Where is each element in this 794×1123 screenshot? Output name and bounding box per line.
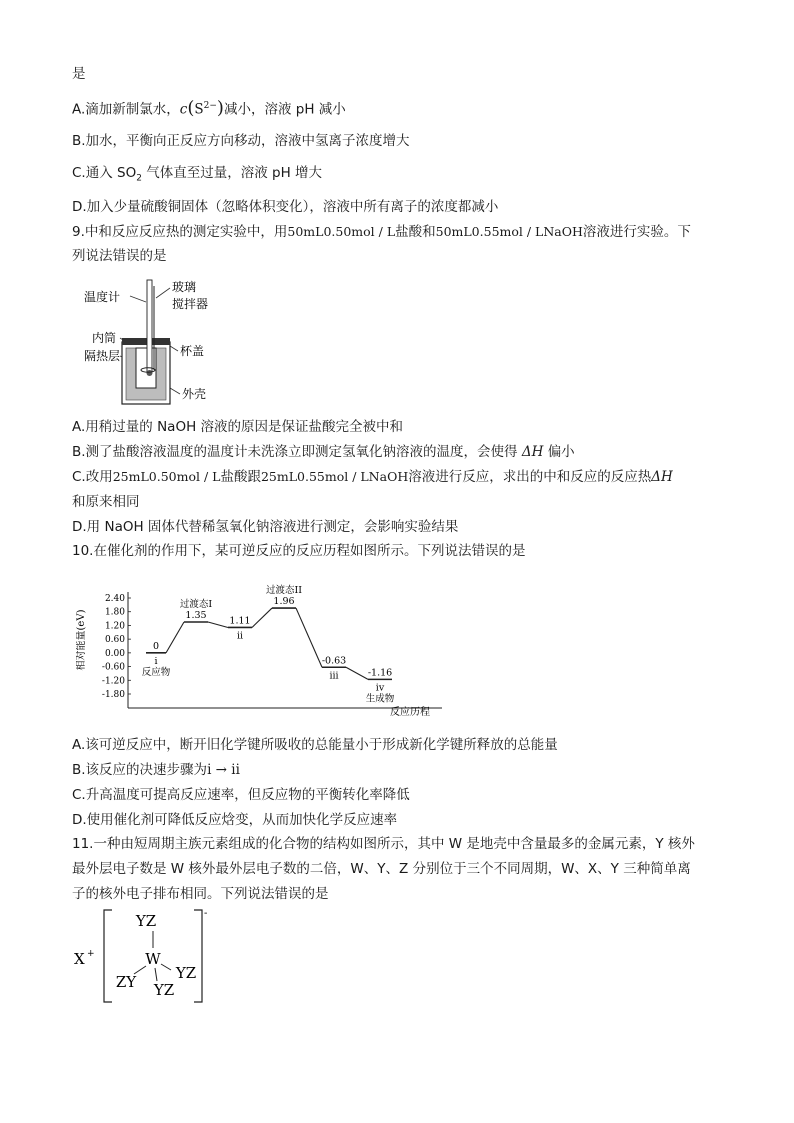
step-roman-label: iv bbox=[375, 682, 385, 694]
label-lid: 杯盖 bbox=[180, 344, 205, 358]
data-label: 1.35 bbox=[185, 610, 207, 621]
data-label: 1.96 bbox=[273, 596, 295, 608]
step-roman-label: ii bbox=[236, 630, 244, 642]
anion-charge: - bbox=[204, 908, 208, 919]
q10-option-b: B.该反应的决速步骤为i → ii bbox=[72, 762, 240, 778]
step-roman-label: iii bbox=[329, 670, 339, 682]
q11-stem-line3: 子的核外电子排布相同。下列说法错误的是 bbox=[72, 886, 329, 902]
q11-stem-line2: 最外层电子数是 W 核外最外层电子数的二倍，W、Y、Z 分别位于三个不同周期，W、X、Y 三种简单离 bbox=[72, 861, 691, 877]
y-tick-label: -0.60 bbox=[101, 662, 125, 673]
y-tick-label: 0.00 bbox=[104, 648, 125, 659]
x-axis-label: 反应历程 bbox=[390, 707, 430, 718]
group-left: ZY bbox=[115, 973, 137, 991]
cation-x: X bbox=[74, 950, 85, 968]
y-tick-label: 1.20 bbox=[104, 621, 125, 632]
paren-open: ( bbox=[187, 97, 195, 119]
step-caption: 生成物 bbox=[365, 693, 395, 705]
data-label: 1.11 bbox=[229, 615, 251, 627]
label-shell: 外壳 bbox=[182, 387, 207, 401]
label-insulation: 隔热层 bbox=[84, 349, 121, 363]
q9-option-c-line1: C.改用25mL0.50mol / L盐酸跟25mL0.55mol / LNaOH溶液进行反应，求出的中和反应的反应热ΔH bbox=[72, 469, 673, 485]
bond-bottom bbox=[155, 968, 157, 981]
q10-stem: 10.在催化剂的作用下，某可逆反应的反应历程如图所示。下列说法错误的是 bbox=[72, 543, 526, 559]
transition-state-label: 过渡态I bbox=[179, 599, 213, 610]
group-bottom: YZ bbox=[153, 981, 175, 999]
y-axis-label: 相对能量(eV) bbox=[76, 609, 87, 671]
label-glass-1: 玻璃 bbox=[172, 280, 197, 294]
group-top: YZ bbox=[135, 912, 157, 930]
structure-figure bbox=[70, 906, 230, 1006]
q9-option-b: B.测了盐酸溶液温度的温度计未洗涤立即测定氢氧化钠溶液的温度，会使得 ΔH 偏小 bbox=[72, 444, 575, 460]
q9-option-a: A.用稍过量的 NaOH 溶液的原因是保证盐酸完全被中和 bbox=[72, 419, 404, 435]
center-w: W bbox=[145, 950, 161, 968]
q8-option-c: C.通入 $SO_2$ 气体直至过量，溶液 pH 增大 bbox=[72, 165, 323, 184]
bond-right bbox=[161, 964, 171, 970]
q8-option-d: D.加入少量硫酸铜固体（忽略体积变化），溶液中所有离子的浓度都减小 bbox=[72, 199, 499, 215]
thermometer-bulb bbox=[147, 370, 153, 376]
calorimeter-figure bbox=[84, 276, 224, 406]
data-label: -1.16 bbox=[367, 667, 393, 679]
q10-option-d: D.使用催化剂可降低反应焓变，从而加快化学反应速率 bbox=[72, 812, 398, 828]
label-inner-cup: 内筒 bbox=[92, 331, 117, 345]
q9-stem-line2: 列说法错误的是 bbox=[72, 248, 167, 264]
lid bbox=[122, 338, 170, 345]
q8-option-a: A.滴加新制氯水，$c(S^{2-})$减小，溶液 pH 减小 bbox=[72, 97, 346, 119]
paren-close: ) bbox=[216, 97, 224, 119]
step-roman-label: i bbox=[154, 655, 158, 667]
q9-option-d: D.用 NaOH 固体代替稀氢氧化钠溶液进行测定，会影响实验结果 bbox=[72, 519, 459, 535]
y-tick-label: 2.40 bbox=[104, 594, 125, 604]
q8-stem-tail: 是 bbox=[72, 66, 86, 82]
y-tick-label: -1.20 bbox=[101, 676, 125, 687]
transition-state-label: 过渡态II bbox=[265, 585, 303, 597]
q10-option-a: A.该可逆反应中，断开旧化学键所吸收的总能量小于形成新化学键所释放的总能量 bbox=[72, 737, 558, 753]
left-bracket bbox=[104, 910, 112, 1002]
group-right: YZ bbox=[175, 964, 197, 982]
cation-charge: + bbox=[87, 949, 95, 959]
q11-stem-line1: 11.一种由短周期主族元素组成的化合物的结构如图所示，其中 W 是地壳中含量最多的金属元素，Y 核外 bbox=[72, 836, 695, 852]
energy-chart bbox=[76, 572, 446, 722]
label-glass-2: 搅拌器 bbox=[172, 297, 209, 311]
label-thermometer: 温度计 bbox=[84, 290, 121, 304]
q8-option-b: B.加水，平衡向正反应方向移动，溶液中氢离子浓度增大 bbox=[72, 133, 410, 149]
y-tick-label: 0.60 bbox=[104, 635, 125, 646]
q9-stem-line1: 9.中和反应反应热的测定实验中，用50mL0.50mol / L盐酸和50mL0.55mol / LNaOH溶液进行实验。下 bbox=[72, 224, 691, 240]
data-label: -0.63 bbox=[321, 655, 347, 667]
step-caption: 反应物 bbox=[141, 666, 171, 678]
q10-option-c: C.升高温度可提高反应速率，但反应物的平衡转化率降低 bbox=[72, 787, 410, 803]
right-bracket bbox=[194, 910, 202, 1002]
thermometer bbox=[147, 280, 152, 372]
y-tick-label: 1.80 bbox=[104, 607, 125, 618]
q9-option-c-line2: 和原来相同 bbox=[72, 494, 140, 510]
data-label: 0 bbox=[152, 640, 160, 652]
y-tick-label: -1.80 bbox=[101, 690, 125, 700]
